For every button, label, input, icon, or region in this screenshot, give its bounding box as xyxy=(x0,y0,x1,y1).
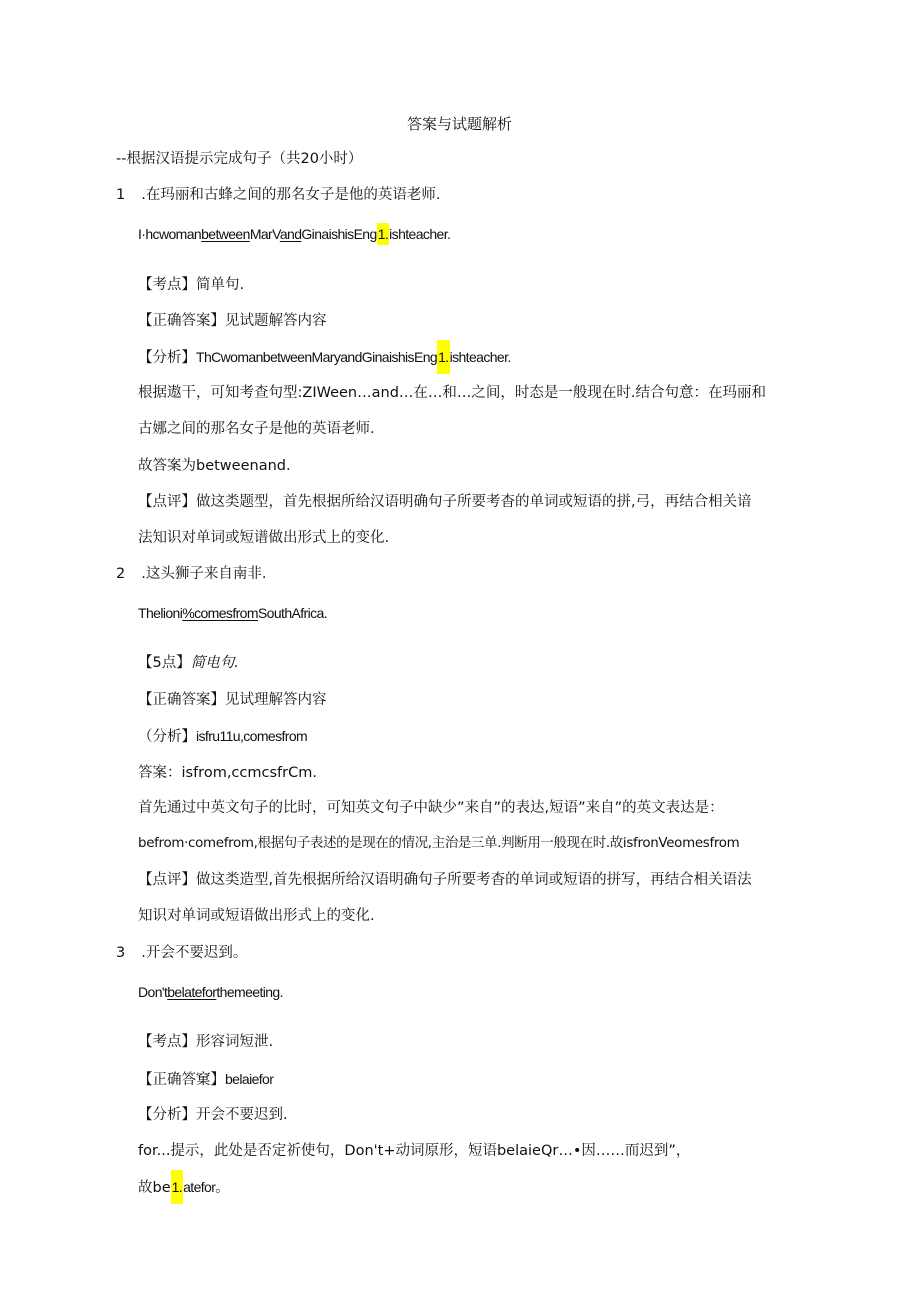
q2-analysis-text: isfru11u,comesfrom xyxy=(196,728,308,744)
q1-answer-part: ishteacher. xyxy=(389,226,451,242)
q2-comment-line: 知识对单词或短语做出形式上的变化. xyxy=(138,908,375,924)
doc-title: 答案与试题解析 xyxy=(407,115,513,133)
q2-analysis xyxy=(138,725,307,748)
q1-final-answer: 故答案为betweenand. xyxy=(138,458,291,474)
q2-analysis-label: （分析】 xyxy=(138,729,196,745)
q1-comment-line: 法知识对单词或短谱做出形式上的变化. xyxy=(138,530,390,546)
q1-analysis-label: 【分析】 xyxy=(138,350,196,366)
q1-analysis-text: ishteacher. xyxy=(449,349,511,365)
q1-analysis-text: ThCwomanbetweenMaryandGinaishisEng xyxy=(196,349,438,365)
q2-kaodian xyxy=(138,652,239,674)
q1-prompt xyxy=(116,184,440,206)
q1-explanation-line: 古娜之间的那名女子是他的英语老师. xyxy=(138,421,375,437)
q1-prompt-text: .在玛丽和古蜂之间的那名女子是他的英语老师. xyxy=(141,187,441,203)
q2-explanation-line: befrom·comefrom,根据句子表述的是现在的情况,主治是三单.判断用一般现在时.故isfronVeomesfrom xyxy=(138,836,740,851)
q2-kaodian-label: 【5点】 xyxy=(138,655,191,671)
q2-number: 2 xyxy=(116,566,126,582)
q3-final-answer xyxy=(138,1176,229,1199)
q1-number: 1 xyxy=(116,187,126,203)
q1-answer-part: GinaishisEng xyxy=(301,226,377,242)
q2-correct-answer: 【正确答案】见试理解答内容 xyxy=(138,692,327,708)
q2-prompt xyxy=(116,563,266,585)
q1-answer-part: MarV xyxy=(249,226,280,242)
highlight-mark: 1. xyxy=(377,223,389,245)
q1-explanation-line: 根据遨干，可知考查句型:ZIWeen…and…在…和…之间，时态是一般现在时.结合句意：在玛丽和 xyxy=(138,385,766,401)
q3-number: 3 xyxy=(116,945,126,961)
q3-kaodian: 【考点】形容词短泄. xyxy=(138,1034,274,1050)
q1-analysis xyxy=(138,346,511,369)
q3-prompt-text: .开会不要迟到。 xyxy=(141,945,248,961)
q2-prompt-text: .这头狮子来自南非. xyxy=(141,566,267,582)
q3-answer-part: Don't xyxy=(138,984,168,1000)
q3-analysis: 【分析】开会不要迟到. xyxy=(138,1107,288,1123)
q3-final-text: 故be xyxy=(138,1180,171,1196)
q2-answer xyxy=(138,602,327,624)
q1-correct-answer: 【正确答案】见试题解答内容 xyxy=(138,313,327,329)
q2-explanation-line: 首先通过中英文句子的比时，可知英文句子中缺少”来自”的表达,短语”来自”的英文表达是： xyxy=(138,800,724,816)
q3-correct-answer xyxy=(138,1068,273,1091)
q1-answer-part: I·hcwoman xyxy=(138,226,202,242)
q3-answer-blank: belatefor xyxy=(167,984,217,1000)
highlight-mark: 1. xyxy=(437,340,449,374)
q1-comment-line: 【点评】做这类题型，首先根据所给汉语明确句子所要考杳的单词或短语的拼,弓，再结合相关谙 xyxy=(138,494,752,510)
highlight-mark: 1. xyxy=(171,1170,183,1204)
q3-prompt xyxy=(116,942,247,964)
q2-answer-blank: %comesfrom xyxy=(182,605,258,621)
q1-answer-blank: and xyxy=(279,226,302,242)
q2-comment-line: 【点评】做这类造型,首先根据所给汉语明确句子所要考杳的单词或短语的拼写，再结合相关语法 xyxy=(138,872,752,888)
q2-daan: 答案：isfrom,ccmcsfrCm. xyxy=(138,765,317,781)
q1-kaodian: 【考点】简单句. xyxy=(138,277,245,293)
q3-explanation-line: for...提示，此处是否定祈使句，Don't+动词原形，短语belaieQr…•因……而迟到”， xyxy=(138,1143,691,1159)
q3-final-text: atefor。 xyxy=(183,1179,229,1195)
q3-correct-label: 【正确答窠】 xyxy=(138,1072,225,1088)
q1-answer-blank: between xyxy=(201,226,250,242)
q1-answer xyxy=(138,223,450,245)
section-heading: --根据汉语提示完成句子（共20小时） xyxy=(116,151,363,167)
q2-kaodian-text: 简电句. xyxy=(190,655,239,671)
q3-answer xyxy=(138,981,283,1003)
q2-answer-part: Thelioni xyxy=(138,605,183,621)
q2-answer-part: SouthAfrica. xyxy=(257,605,327,621)
q3-answer-part: themeeting. xyxy=(216,984,283,1000)
q3-correct-text: belaiefor xyxy=(225,1071,274,1087)
